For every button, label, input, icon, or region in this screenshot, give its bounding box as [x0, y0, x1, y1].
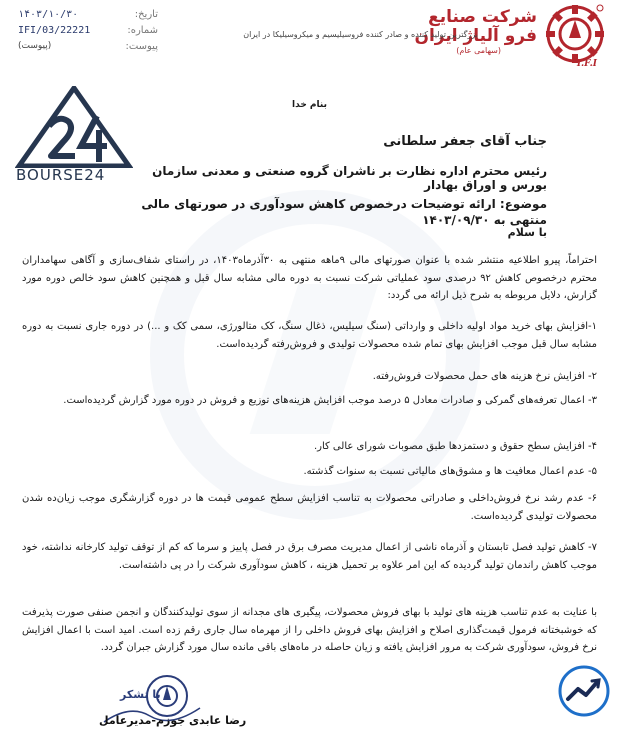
corner-chart-logo-icon [558, 665, 610, 717]
company-name-line1: شرکت صنایع [428, 7, 537, 27]
date-label: تاریخ: [134, 8, 158, 20]
attachment-label: پیوست: [125, 40, 158, 52]
reason-item-4: ۴- افزایش سطح حقوق و دستمزدها طبق مصوبات شورای عالی کار. [313, 441, 597, 452]
reason-item-3: ۳- اعمال تعرفه‌های گمرکی و صادرات معادل ۵ درصد موجب افزایش هزینه‌های توزیع و فروش در دوره مورد گزارش گردیده‌است. [63, 395, 597, 406]
reason-item-2: ۲- افزایش نرخ هزینه های حمل محصولات فروش‌رفته. [372, 371, 597, 382]
reason-item-7: ۷- کاهش تولید فصل تابستان و آذرماه ناشی از اعمال مدیریت مصرف برق در فصل پاییز و سرما که کم از توقف تولید کارخانه نداشته، خود موجب کاهش راندمان تولید گردیده که این امر علاوه بر تحمیل هزینه ، کاهش سودآوری شرکت را در پی داشته‌است. [22, 542, 597, 571]
reason-item-5: ۵- عدم اعمال معافیت ها و مشوق‌های مالیاتی نسبت به سنوات گذشته. [303, 466, 597, 477]
attachment-value: (پیوست) [18, 41, 52, 51]
number-value: IFI/03/22221 [18, 24, 91, 36]
bourse24-logo-icon [15, 86, 133, 168]
letter-meta [18, 6, 158, 54]
company-name [414, 8, 537, 46]
logo-caption: I.F.I [576, 59, 597, 69]
salutation: بنام خدا [292, 100, 327, 110]
reason-item-1: ۱-افزایش بهای خرید مواد اولیه داخلی و وارداتی (سنگ سیلیس، ذغال سنگ، کک متالورژی، سمی کک و ...) در دوره جاری نسبت به دوره مشابه سال قبل موجب افزایش بهای تمام شده محصولات تولیدی و فروش‌رفته گردیده‌است. [22, 321, 597, 350]
date-value: ۱۴۰۳/۱۰/۳۰ [18, 8, 79, 20]
number-row [18, 22, 158, 38]
company-type: (سهامی عام) [456, 46, 501, 55]
reason-item-6: ۶- عدم رشد نرخ فروش‌داخلی و صادراتی محصولات به تناسب افزایش سطح عمومی قیمت ها در دوره گزارشگری موجب زیان‌ده شدن محصولات تولیدی گردیده‌است. [22, 493, 597, 522]
number-label: شماره: [127, 24, 158, 36]
bourse24-wordmark: BOURSE24 [16, 166, 106, 184]
closing-paragraph: با عنایت به عدم تناسب هزینه های تولید با بهای فروش محصولات، پیگیری های مجدانه از سوی تولیدکنندگان و انجمن صنفی صورت پذیرفت که خوشبختانه فرمول قیمت‌گذاری اصلاح و افزایش بهای فروش داخلی را از مهرماه سال جاری رقم زده است. امید است با اعمال افزایش نرخ فروش، سودآوری شرکت به مرور افزایش یافته و زیان حاصله در ماه‌های باقی مانده سال مورد گزارش جبران گردد. [22, 607, 597, 653]
addressee-name: جناب آقای جعفر سلطانی [383, 134, 547, 149]
letter-subject: موضوع: ارائه توضیحات درخصوص کاهش سودآوری در صورتهای مالی منتهی به ۱۴۰۳/۰۹/۳۰ [141, 197, 547, 227]
date-row [18, 6, 158, 22]
greeting: با سلام [507, 226, 547, 239]
signer-name: رضا عابدی جوزم-مدیرعامل [99, 714, 247, 727]
company-tagline: بزرگترین تولید کننده و صادر کننده فروسیلیسیم و میکروسیلیکا در ایران [243, 30, 478, 39]
company-name-line2: فرو آلیاژ ایران [414, 26, 537, 46]
attachment-row [18, 38, 158, 54]
company-logo-icon [545, 4, 605, 64]
intro-paragraph: احتراماً، پیرو اطلاعیه منتشر شده با عنوان صورتهای مالی ۹ماهه منتهی به ۳۰آذرماه۱۴۰۳، در راستای شفاف‌سازی و آگاهی سهامداران محترم درخصوص کاهش ۹۲ درصدی سود عملیاتی شرکت نسبت به دوره مالی مشابه سال قبل و همچنین کاهش سود خالص دوره مورد گزارش، دلایل مربوطه به شرح ذیل ارائه می گردد: [22, 255, 597, 301]
addressee-title: رئیس محترم اداره نظارت بر ناشران گروه صنعتی و معدنی سازمان بورس و اوراق بهادار [152, 164, 547, 192]
signature-thanks: با تشکر [120, 688, 161, 701]
